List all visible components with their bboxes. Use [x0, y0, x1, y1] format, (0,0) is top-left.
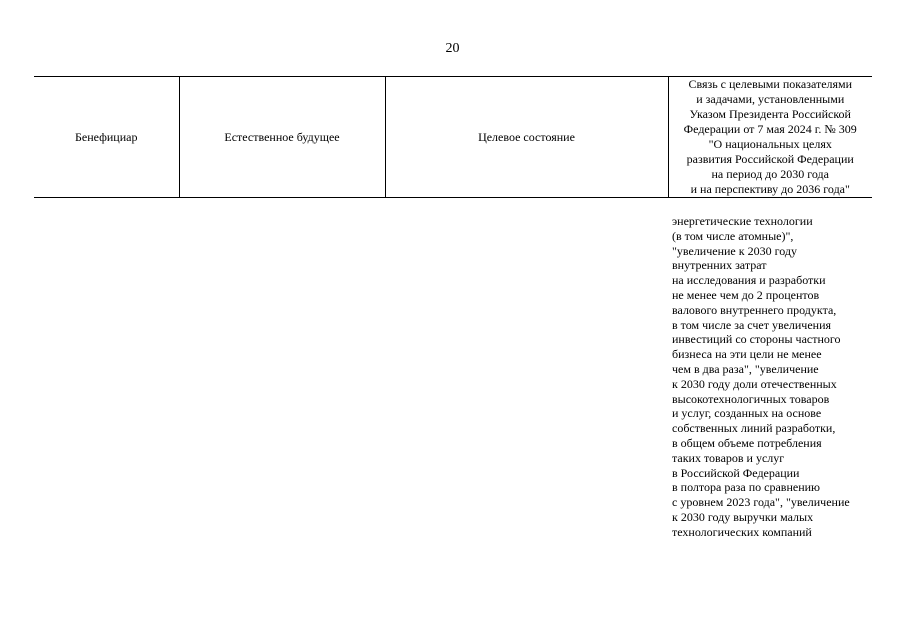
text-line: с уровнем 2023 года", "увеличение [672, 495, 850, 510]
cell-target-state [385, 198, 668, 540]
text-line: в общем объеме потребления [672, 435, 822, 450]
text-line: (в том числе атомные)", [672, 228, 794, 243]
header-link-line: Указом Президента Российской [689, 107, 851, 121]
text-line: таких товаров и услуг [672, 450, 785, 465]
text-line: к 2030 году доли отечественных [672, 376, 837, 391]
header-beneficiary: Бенефициар [34, 77, 179, 198]
text-line: собственных линий разработки, [672, 421, 836, 436]
text-line: инвестиций со стороны частного [672, 332, 841, 347]
text-line: к 2030 году выручки малых [672, 509, 814, 524]
page-number: 20 [445, 41, 460, 56]
document-table [34, 76, 872, 540]
text-line: высокотехнологичных товаров [672, 391, 830, 406]
cell-natural-future [179, 198, 385, 540]
header-link-line: и на перспективу до 2036 года" [690, 182, 850, 196]
text-line: "увеличение к 2030 году [672, 243, 797, 258]
header-link-to-targets [668, 77, 872, 198]
text-line: в том числе за счет увеличения [672, 317, 832, 332]
header-link-line: Федерации от 7 мая 2024 г. № 309 [683, 122, 857, 136]
header-natural-future: Естественное будущее [179, 77, 385, 198]
header-target-state: Целевое состояние [385, 77, 668, 198]
link-text-block [668, 198, 872, 540]
header-link-line: и задачами, установленными [696, 92, 845, 106]
table-header-row [34, 77, 872, 198]
text-line: в полтора раза по сравнению [672, 480, 821, 495]
text-line: валового внутреннего продукта, [672, 302, 837, 317]
header-link-line: "О национальных целях [708, 137, 832, 151]
cell-beneficiary [34, 198, 179, 540]
header-link-line: на период до 2030 года [711, 167, 829, 181]
table-row [34, 198, 872, 540]
cell-link-to-targets [668, 198, 872, 540]
text-line: внутренних затрат [672, 258, 767, 273]
text-line: в Российской Федерации [672, 465, 800, 480]
text-line: бизнеса на эти цели не менее [672, 347, 822, 362]
text-line: не менее чем до 2 процентов [672, 287, 820, 302]
text-line: на исследования и разработки [672, 273, 826, 288]
header-link-line: развития Российской Федерации [686, 152, 854, 166]
text-line: технологических компаний [672, 524, 812, 539]
text-line: чем в два раза", "увеличение [672, 361, 819, 376]
text-line: и услуг, созданных на основе [672, 406, 822, 421]
header-link-line: Связь с целевыми показателями [688, 77, 853, 91]
text-line: энергетические технологии [672, 214, 813, 228]
